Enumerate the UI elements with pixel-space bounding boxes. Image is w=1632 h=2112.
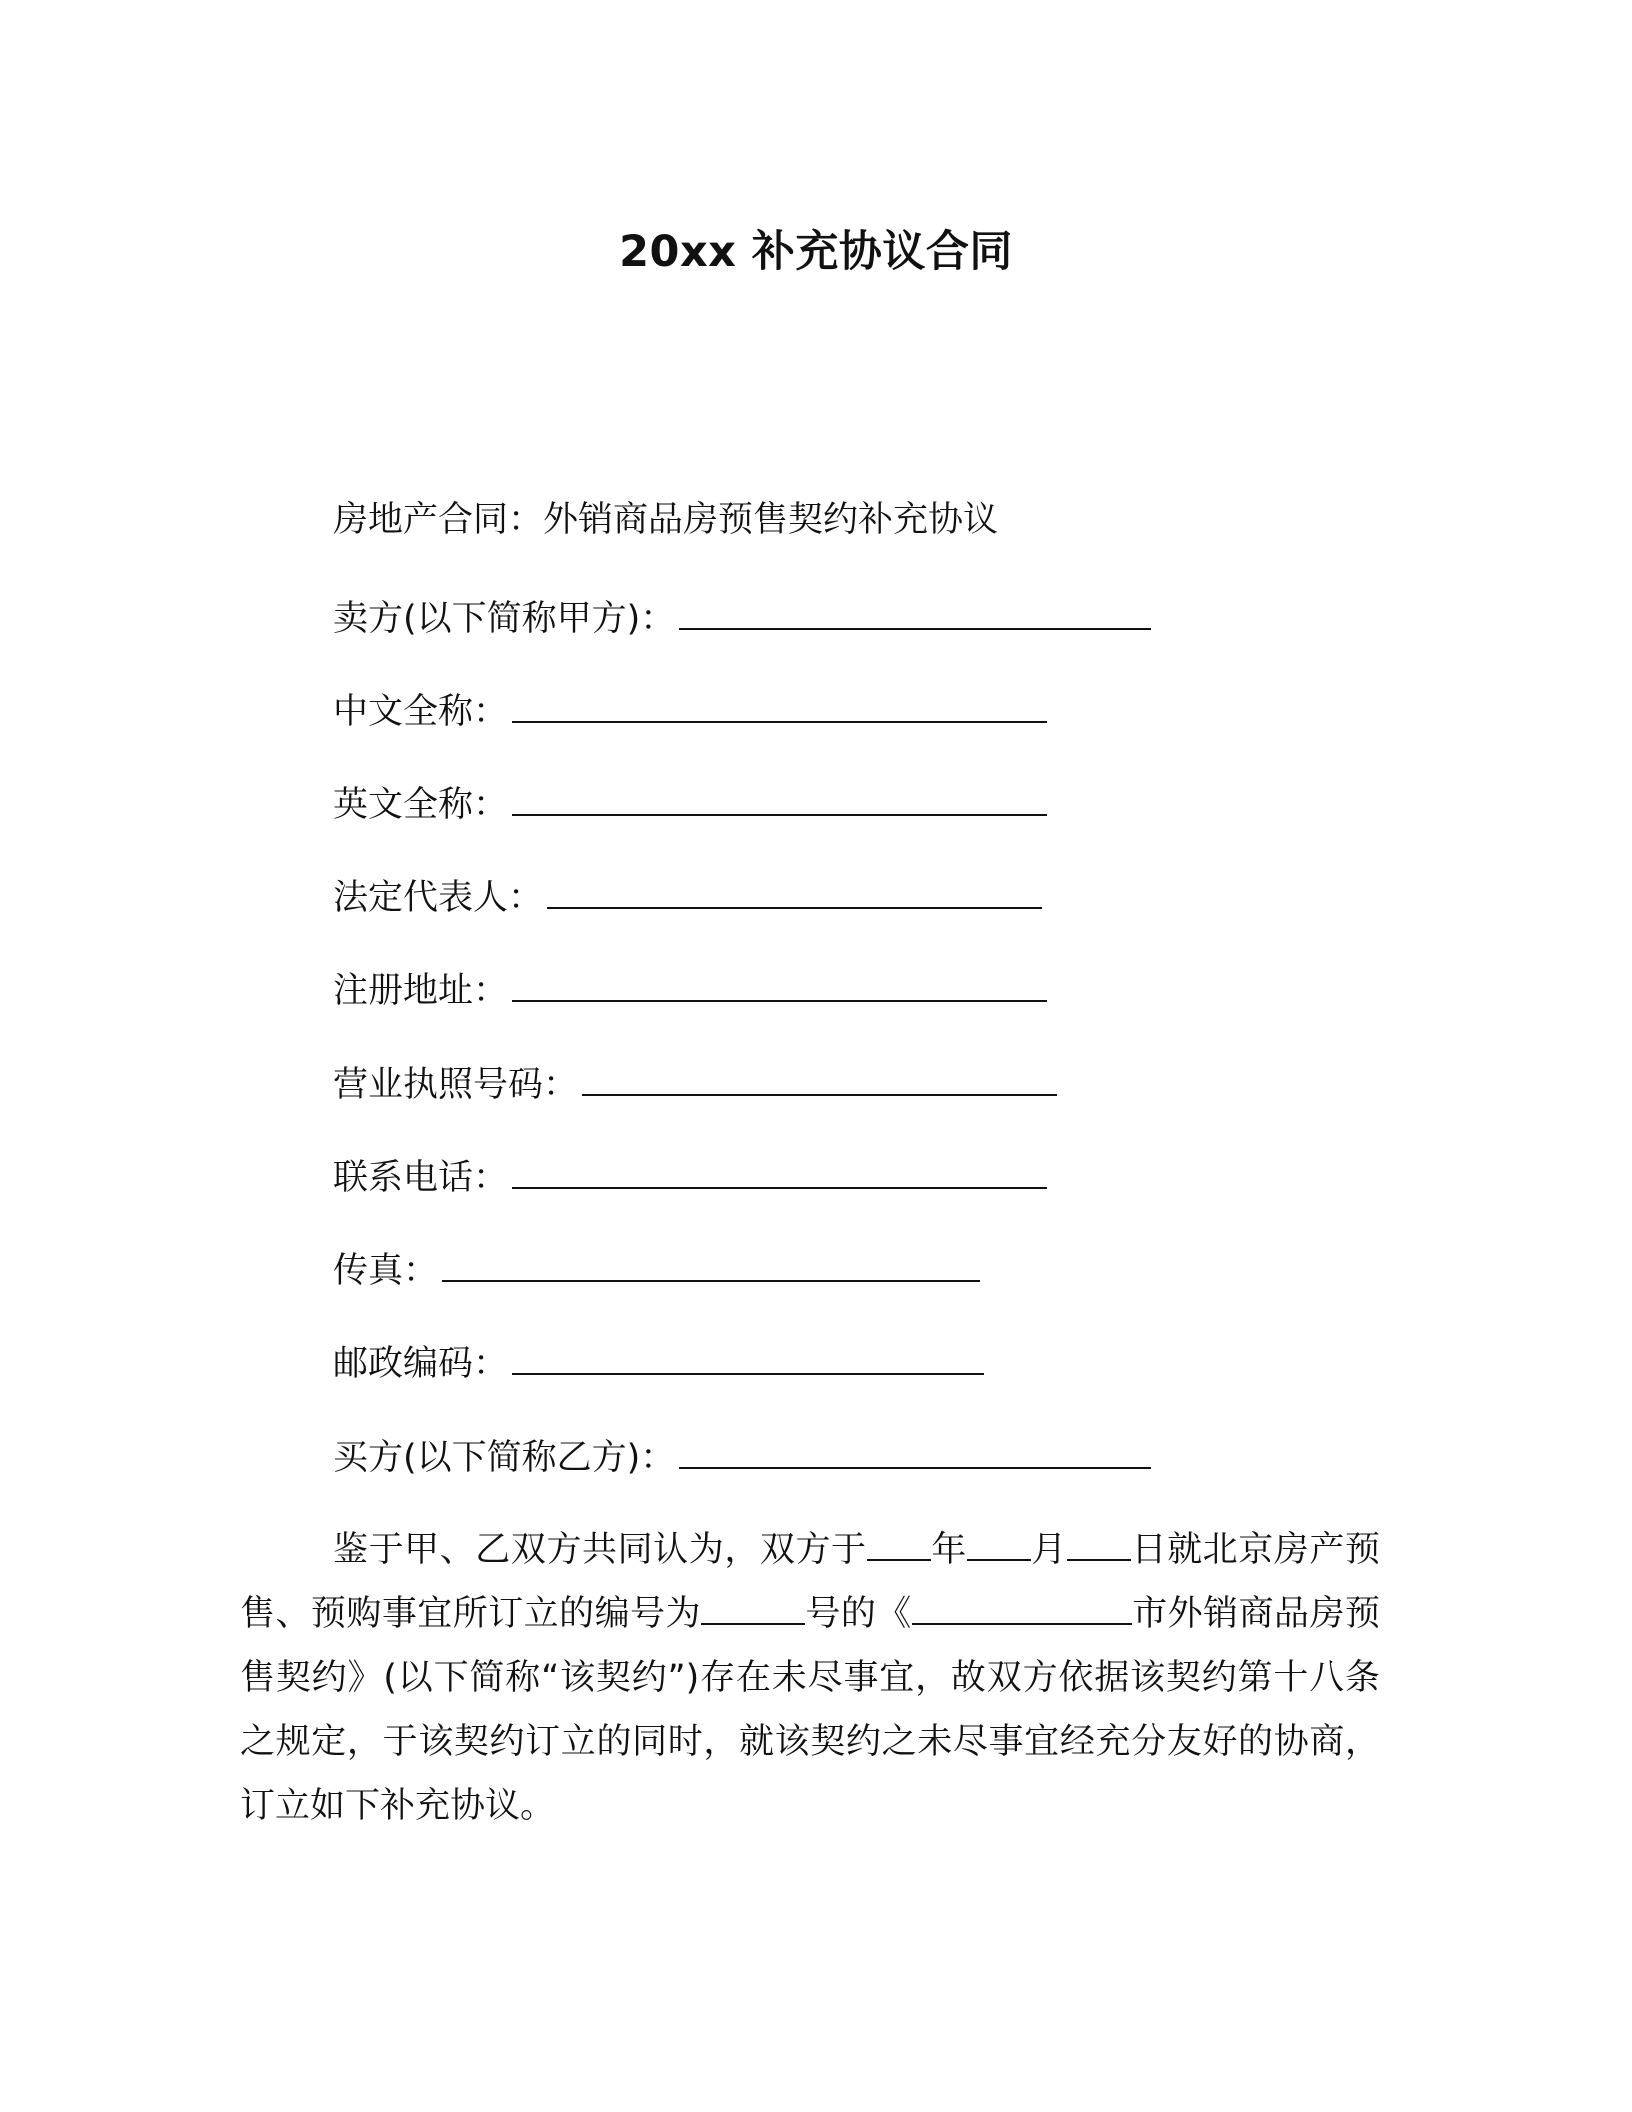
seller-label: 卖方(以下简称甲方)： — [333, 599, 676, 639]
english-name-blank[interactable] — [512, 778, 1047, 816]
phone-field — [333, 1151, 1047, 1202]
phone-label: 联系电话： — [333, 1158, 509, 1198]
day-blank[interactable] — [1067, 1525, 1131, 1561]
fax-label: 传真： — [333, 1251, 439, 1291]
preamble-year: 年 — [930, 1530, 967, 1570]
buyer-label: 买方(以下简称乙方)： — [333, 1438, 676, 1478]
legal-representative-field — [333, 871, 1042, 922]
contract-number-blank[interactable] — [701, 1589, 805, 1625]
preamble-text-2: 日就北京房产预售、预购事宜所订立的编号为 — [240, 1530, 1380, 1634]
city-blank[interactable] — [912, 1589, 1132, 1625]
buyer-blank[interactable] — [679, 1431, 1151, 1469]
month-blank[interactable] — [967, 1525, 1031, 1561]
preamble-paragraph — [240, 1518, 1380, 1838]
postal-code-field — [333, 1337, 984, 1388]
business-license-blank[interactable] — [582, 1058, 1057, 1096]
preamble-text-3: 号的《 — [804, 1594, 912, 1634]
legal-representative-blank[interactable] — [547, 871, 1042, 909]
business-license-field — [333, 1058, 1057, 1109]
preamble-text-1: 鉴于甲、乙双方共同认为，双方于 — [333, 1530, 867, 1570]
chinese-name-blank[interactable] — [512, 685, 1047, 723]
phone-blank[interactable] — [512, 1151, 1047, 1189]
postal-code-label: 邮政编码： — [333, 1344, 509, 1384]
fax-blank[interactable] — [442, 1244, 980, 1282]
legal-representative-label: 法定代表人： — [333, 878, 544, 918]
year-blank[interactable] — [867, 1525, 931, 1561]
registered-address-field — [333, 964, 1047, 1015]
chinese-name-label: 中文全称： — [333, 692, 509, 732]
document-title: 20xx 补充协议合同 — [619, 227, 1013, 277]
postal-code-blank[interactable] — [512, 1337, 984, 1375]
seller-blank[interactable] — [679, 592, 1151, 630]
business-license-label: 营业执照号码： — [333, 1065, 579, 1105]
registered-address-blank[interactable] — [512, 964, 1047, 1002]
preamble-text-4: 市外销商品房预售契约》(以下简称“该契约”)存在未尽事宜，故双方依据该契约第十八条之规定，于该契约订立的同时，就该契约之未尽事宜经充分友好的协商，订立如下补充协议。 — [240, 1594, 1380, 1826]
buyer-field — [333, 1431, 1151, 1482]
english-name-field — [333, 778, 1047, 829]
fax-field — [333, 1244, 980, 1295]
english-name-label: 英文全称： — [333, 785, 509, 825]
seller-field — [333, 592, 1151, 643]
contract-subtitle: 房地产合同：外销商品房预售契约补充协议 — [333, 500, 999, 540]
registered-address-label: 注册地址： — [333, 971, 509, 1011]
preamble-month: 月 — [1030, 1530, 1067, 1570]
chinese-name-field — [333, 685, 1047, 736]
